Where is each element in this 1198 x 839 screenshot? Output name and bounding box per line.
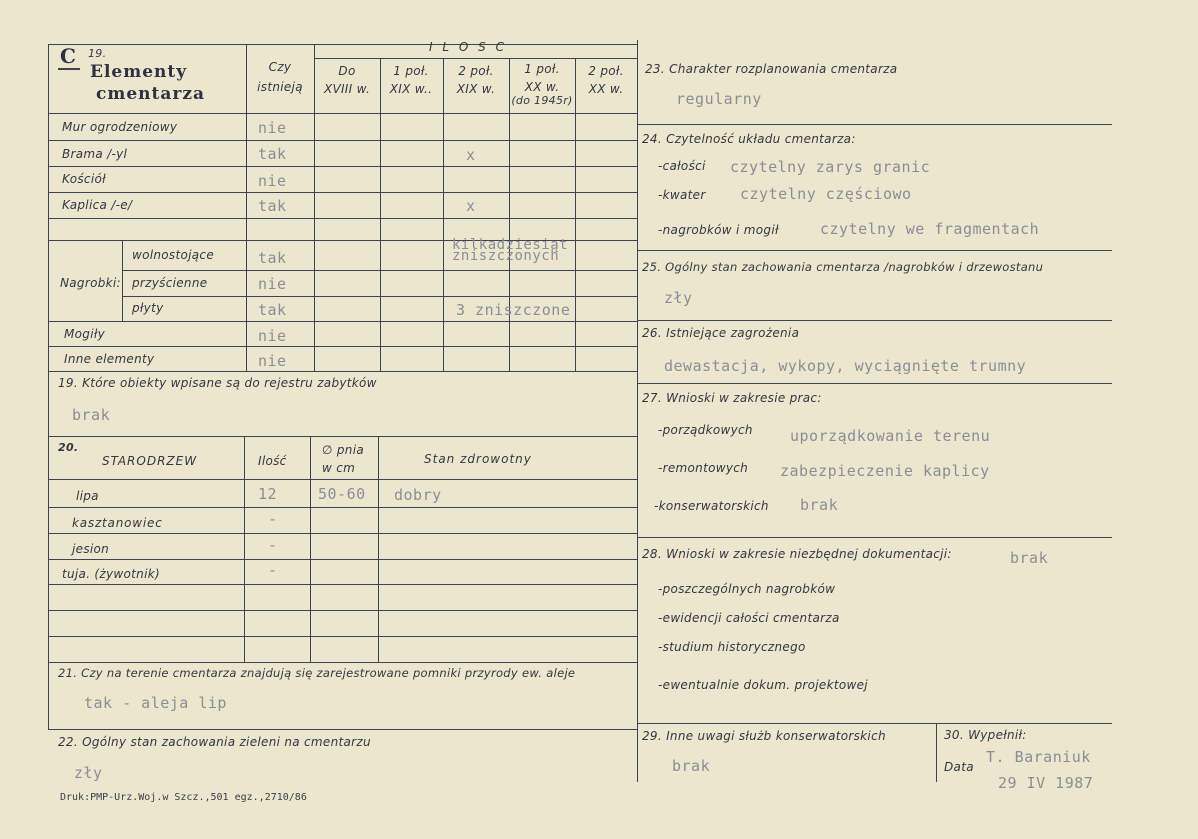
col-1-xx-c: (do 1945r) [511,94,573,107]
col-czy: Czy [268,60,292,74]
print-info: Druk:PMP-Urz.Woj.w Szcz.,501 egz.,2710/86 [60,792,307,803]
col-1-xx-a: 1 poł. [524,62,560,76]
tree-lipa-pnia: 50-60 [318,485,366,503]
col-ilosc-trees: Ilość [258,454,287,468]
tree-tuja-ilosc: - [268,561,278,579]
q27-label: 27. Wnioski w zakresie prac: [642,391,822,405]
nagrobki-plyty-label: płyty [132,301,164,315]
col-pnia-a: ∅ pnia [322,443,364,457]
tree-jesion-ilosc: - [268,536,278,554]
nagrobki-wolnostojace-note: kilkadziesiąt zniszczonych [452,237,569,264]
q28-answer: brak [1010,549,1049,567]
q27-konserwatorskich-answer: brak [800,496,839,514]
q27-porzadkowych-label: -porządkowych [658,423,753,437]
q19-label: 19. Które obiekty wpisane są do rejestru zabytków [58,376,377,390]
q24-label: 24. Czytelność układu cmentarza: [642,132,856,146]
q28-item-2: -ewidencji całości cmentarza [658,611,840,625]
col-pnia-b: w cm [322,461,356,475]
q21-label: 21. Czy na terenie cmentarza znajdują się zarejestrowane pomniki przyrody ew. aleje [58,666,576,680]
nagrobki-przyscienne-exists: nie [258,275,287,293]
q23-label: 23. Charakter rozplanowania cmentarza [645,62,898,76]
q27-konserwatorskich-label: -konserwatorskich [654,499,769,513]
col-1-xix-b: XIX w.. [389,82,433,96]
q27-porzadkowych-answer: uporządkowanie terenu [790,427,991,445]
q29-answer: brak [672,757,711,775]
col-istnieje: istnieją [257,80,303,94]
tree-kasztanowiec-ilosc: - [268,510,278,528]
q22-answer: zły [74,764,103,782]
q24-calosci-label: -całości [658,159,706,173]
nagrobki-wolnostojace-label: wolnostojące [132,248,215,262]
q24-nagrobkow-answer: czytelny we fragmentach [820,220,1040,238]
nagrobki-plyty-note: 3 zniszczone [456,301,571,319]
col-2-xx-b: XX w. [588,82,624,96]
q28-item-1: -poszczególnych nagrobków [658,582,836,596]
col-2-xix-b: XIX w. [456,82,496,96]
row-kaplica-mark: x [466,197,476,215]
q30-label: 30. Wypełnił: [944,728,1027,742]
row-brama-exists: tak [258,145,287,163]
q25-label: 25. Ogólny stan zachowania cmentarza /nagrobków i drzewostanu [642,260,1044,274]
q26-answer: dewastacja, wykopy, wyciągnięte trumny [664,357,1027,375]
q22-label: 22. Ogólny stan zachowania zieleni na cmentarzu [58,735,371,749]
section-number: 19. [88,47,107,60]
tree-lipa-stan: dobry [394,486,442,504]
col-2-xix-a: 2 poł. [458,64,494,78]
mogily-exists: nie [258,327,287,345]
row-mur-label: Mur ogrodzeniowy [62,120,178,134]
row-kosciol-label: Kościół [62,172,106,186]
q25-answer: zły [664,289,693,307]
nagrobki-wolnostojace-exists: tak [258,249,287,267]
q26-label: 26. Istniejące zagrożenia [642,326,800,340]
q27-remontowych-label: -remontowych [658,461,749,475]
nagrobki-plyty-exists: tak [258,301,287,319]
tree-kasztanowiec-name: kasztanowiec [72,516,163,530]
row-kaplica-exists: tak [258,197,287,215]
q20-number: 20. [58,441,79,454]
row-brama-label: Brama /-yl [62,147,128,161]
q29-label: 29. Inne uwagi służb konserwatorskich [642,729,886,743]
q21-answer: tak - aleja lip [84,694,227,712]
section-letter-underline [58,68,80,70]
mogily-label: Mogiły [64,327,105,341]
inne-label: Inne elementy [64,352,155,366]
q28-label: 28. Wnioski w zakresie niezbędnej dokumentacji: [642,547,952,561]
row-mur-exists: nie [258,119,287,137]
row-brama-mark: x [466,146,476,164]
q23-answer: regularny [676,90,762,108]
tree-lipa-name: lipa [76,489,99,503]
inne-exists: nie [258,352,287,370]
col-ilosc: I L O S C [429,40,507,54]
q24-kwater-answer: czytelny częściowo [740,185,912,203]
col-do-xviii-b: XVIII w. [323,82,371,96]
q24-calosci-answer: czytelny zarys granic [730,158,931,176]
tree-lipa-ilosc: 12 [258,485,278,503]
q30-date: 29 IV 1987 [998,774,1094,792]
title-line1: Elementy [90,62,188,82]
title-line2: cmentarza [96,84,206,104]
col-1-xx-b: XX w. [524,80,560,94]
q24-nagrobkow-label: -nagrobków i mogił [658,223,779,237]
q19-answer: brak [72,406,111,424]
section-letter: C [60,44,77,68]
col-2-xx-a: 2 poł. [588,64,624,78]
nagrobki-label: Nagrobki: [60,276,121,290]
q24-kwater-label: -kwater [658,188,706,202]
row-kaplica-label: Kaplica /-e/ [62,198,133,212]
q30-data-label: Data [944,760,974,774]
col-do-xviii-a: Do [338,64,356,78]
q28-item-4: -ewentualnie dokum. projektowej [658,678,868,692]
col-1-xix-a: 1 poł. [393,64,429,78]
q28-item-3: -studium historycznego [658,640,806,654]
tree-jesion-name: jesion [72,542,110,556]
nagrobki-przyscienne-label: przyścienne [132,276,208,290]
col-stan: Stan zdrowotny [424,452,532,466]
q27-remontowych-answer: zabezpieczenie kaplicy [780,462,990,480]
row-kosciol-exists: nie [258,172,287,190]
starodrzew-title: STARODRZEW [102,454,198,468]
tree-tuja-name: tuja. (żywotnik) [62,567,160,581]
q30-name: T. Baraniuk [986,748,1091,766]
